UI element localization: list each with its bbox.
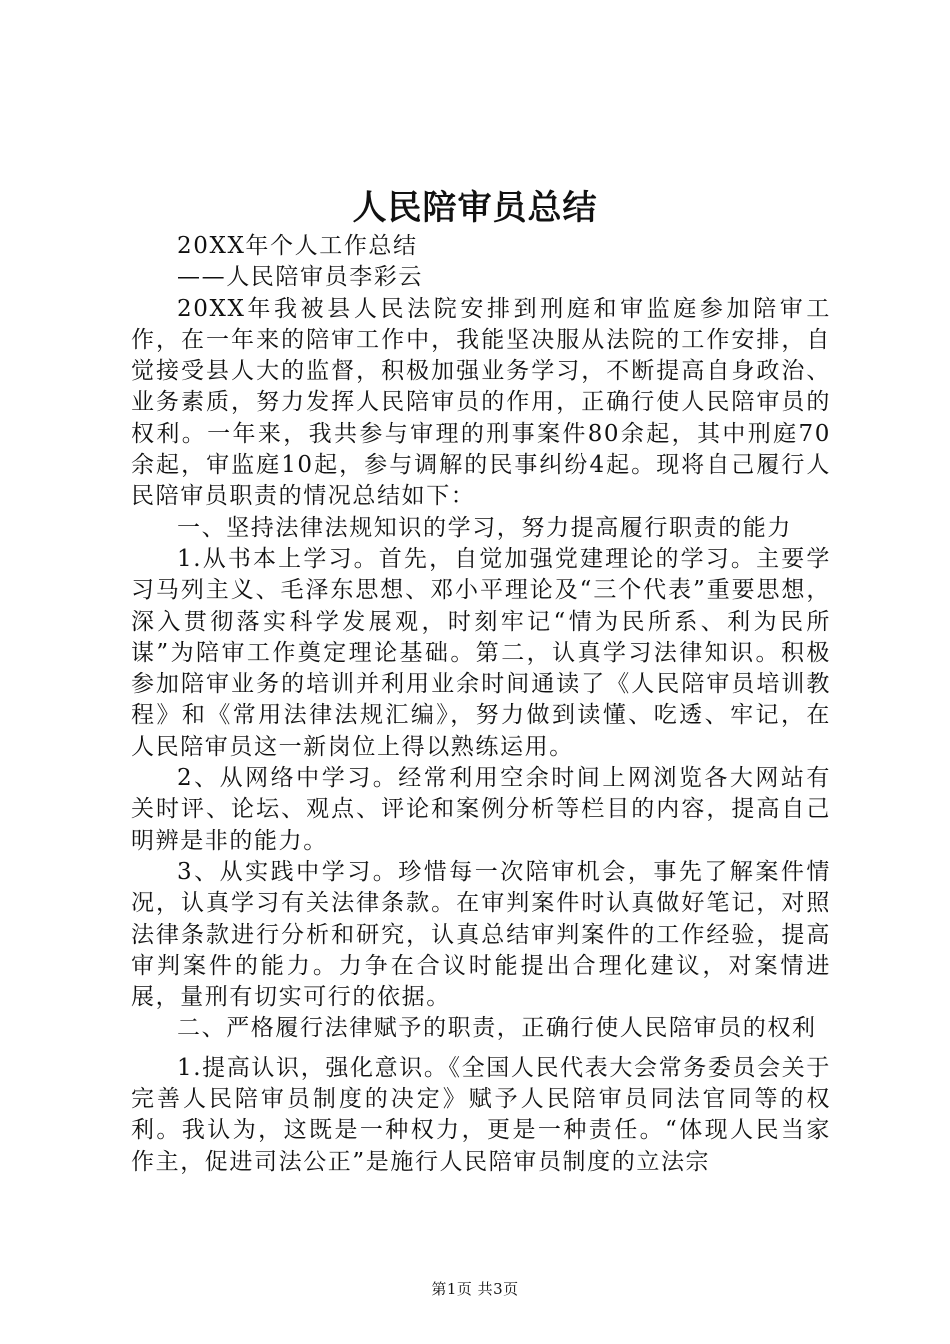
paragraph-study-network: 2、从网络中学习。经常利用空余时间上网浏览各大网站有关时评、论坛、观点、评论和案例分析等栏目的内容，提高自己明辨是非的能力。 bbox=[131, 765, 831, 854]
section-heading-1: 一、坚持法律法规知识的学习，努力提高履行职责的能力 bbox=[177, 514, 792, 541]
page-footer: 第1页 共3页 bbox=[431, 1280, 519, 1298]
paragraph-subtitle: 20XX年个人工作总结 bbox=[177, 233, 418, 259]
paragraph-awareness: 1.提高认识，强化意识。《全国人民代表大会常务委员会关于完善人民陪审员制度的决定》赋予人民陪审员同法官同等的权利。我认为，这既是一种权力，更是一种责任。“体现人民当家作主，促进司法公正”是施行人民陪审员制度的立法宗 bbox=[131, 1054, 831, 1175]
section-heading-2: 二、严格履行法律赋予的职责，正确行使人民陪审员的权利 bbox=[177, 1015, 817, 1042]
paragraph-author: ——人民陪审员李彩云 bbox=[177, 264, 423, 291]
paragraph-study-books: 1.从书本上学习。首先，自觉加强党建理论的学习。主要学习马列主义、毛泽东思想、邓小平理论及“三个代表”重要思想，深入贯彻落实科学发展观，时刻牢记“情为民所系、利为民所谋”为陪审工作奠定理论基础。第二，认真学习法律知识。积极参加陪审业务的培训并利用业余时间通读了《人民陪审员培训教程》和《常用法律法规汇编》，努力做到读懂、吃透、牢记，在人民陪审员这一新岗位上得以熟练运用。 bbox=[131, 545, 831, 760]
paragraph-intro: 20XX年我被县人民法院安排到刑庭和审监庭参加陪审工作，在一年来的陪审工作中，我能坚决服从法院的工作安排，自觉接受县人大的监督，积极加强业务学习，不断提高自身政治、业务素质，努力发挥人民陪审员的作用，正确行使人民陪审员的权利。一年来，我共参与审理的刑事案件80余起，其中刑庭70余起，审监庭10起，参与调解的民事纠纷4起。现将自己履行人民陪审员职责的情况总结如下： bbox=[131, 295, 831, 510]
document-title: 人民陪审员总结 bbox=[352, 188, 598, 228]
paragraph-study-practice: 3、从实践中学习。珍惜每一次陪审机会，事先了解案件情况，认真学习有关法律条款。在审判案件时认真做好笔记，对照法律条款进行分析和研究，认真总结审判案件的工作经验，提高审判案件的能力。力争在合议时能提出合理化建议，对案情进展，量刑有切实可行的依据。 bbox=[131, 858, 831, 1011]
document-body bbox=[131, 231, 831, 1178]
